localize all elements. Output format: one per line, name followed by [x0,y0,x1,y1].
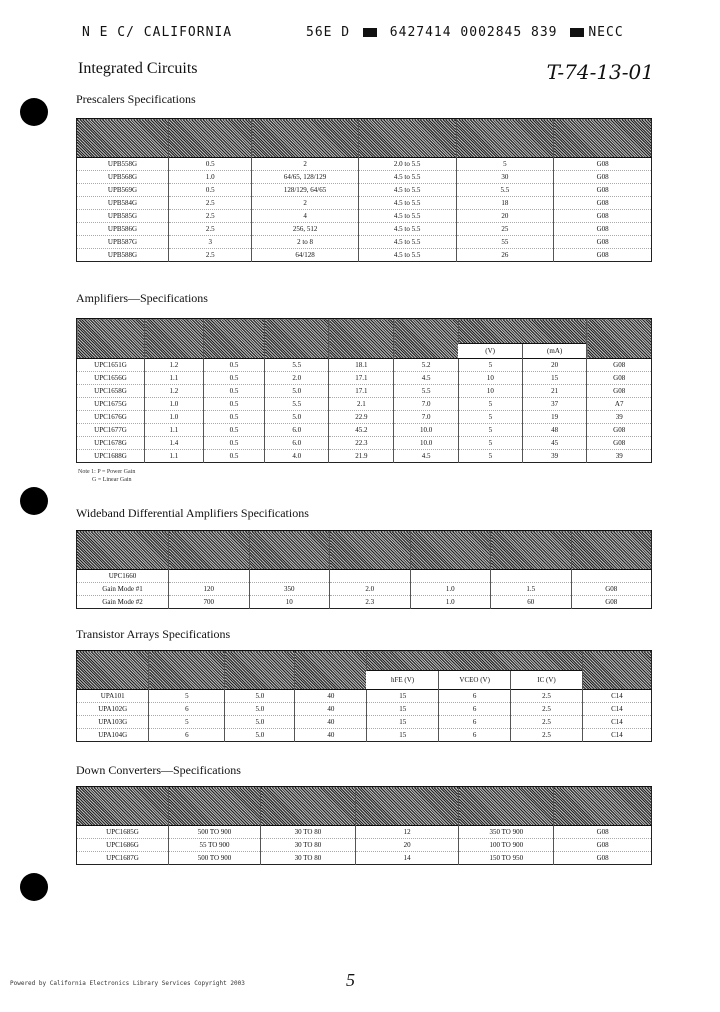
table-cell: 4.5 to 5.5 [358,210,456,223]
table-cell: 40 [295,703,367,716]
table-cell: 500 TO 900 [169,852,261,865]
table-cell: 17.1 [329,372,394,385]
table-cell: 5.5 [456,184,554,197]
part-number-cell: UPB558G [77,158,169,171]
table-cell: 5.0 [225,690,295,703]
table-cell: 350 [249,583,330,596]
table-cell: A7 [587,398,652,411]
table-cell: 22.9 [329,411,394,424]
table-cell: G08 [554,171,652,184]
table-cell: 6 [149,729,225,742]
redaction-block-icon [363,28,377,37]
table-row [77,184,652,197]
table-cell: 1.0 [145,398,204,411]
table-cell: 20 [456,210,554,223]
table-cell: 15 [367,703,439,716]
table-cell: 4.5 to 5.5 [358,171,456,184]
part-number-cell: UPC1660 [77,570,169,583]
table-cell [571,570,652,583]
table-cell: G08 [554,852,652,865]
table-cell: 5.0 [225,729,295,742]
prescalers-table [76,118,652,262]
table-cell: 0.5 [203,450,265,463]
table-cell: 22.3 [329,437,394,450]
table-cell: G08 [554,223,652,236]
table-row [77,729,652,742]
table-cell: 1.2 [145,385,204,398]
table-cell: 15 [367,690,439,703]
table-cell: 1.1 [145,424,204,437]
table-cell: 40 [295,729,367,742]
reference-number: T-74-13-01 [546,60,654,84]
part-number-cell: UPB586G [77,223,169,236]
note-line: Note 1: P = Power Gain [78,469,136,475]
table-cell [249,570,330,583]
table-cell: 1.0 [410,596,491,609]
part-number-cell: UPB587G [77,236,169,249]
table-cell: 0.5 [203,359,265,372]
table-cell: 7.0 [394,398,459,411]
table-row [77,716,652,729]
table-cell: 10 [458,385,522,398]
table-row [77,450,652,463]
table-cell: 5 [458,398,522,411]
part-number-cell: UPC1676G [77,411,145,424]
table-row [77,210,652,223]
table-cell: 1.0 [410,583,491,596]
table-cell: 1.1 [145,450,204,463]
table-cell: 0.5 [169,184,252,197]
part-number-cell: Gain Mode #2 [77,596,169,609]
part-number-cell: UPA101 [77,690,149,703]
table-cell: C14 [582,729,651,742]
part-number-cell: UPC1688G [77,450,145,463]
table-cell: G08 [571,596,652,609]
table-cell: 5 [456,158,554,171]
table-cell: 5 [458,437,522,450]
table-row [77,385,652,398]
table-cell: G08 [554,826,652,839]
table-cell: 4.5 [394,372,459,385]
table-cell: 5 [149,716,225,729]
part-number-cell: Gain Mode #1 [77,583,169,596]
table-cell: 0.5 [203,424,265,437]
table-cell: G08 [554,839,652,852]
table-row [77,583,652,596]
amp-sub-header-ma: (mA) [522,344,587,359]
binder-hole-1 [20,98,48,126]
table-cell: 2.5 [169,249,252,262]
table-cell: 2 to 8 [252,236,358,249]
page-title: Integrated Circuits [78,60,198,77]
table-cell: 6 [149,703,225,716]
part-number-cell: UPA103G [77,716,149,729]
table-cell: 6 [439,690,511,703]
table-cell: 0.5 [203,372,265,385]
table-cell: 45.2 [329,424,394,437]
table-cell [330,570,411,583]
table-cell: 30 TO 80 [261,826,356,839]
table-cell: 25 [456,223,554,236]
table-cell: G08 [587,385,652,398]
part-number-cell: UPC1677G [77,424,145,437]
table-cell: 55 TO 900 [169,839,261,852]
amp-sub-header-v: (V) [458,344,522,359]
table-cell: C14 [582,716,651,729]
table-cell: 4.5 [394,450,459,463]
header-company: N E C/ CALIFORNIA [82,25,233,40]
part-number-cell: UPA104G [77,729,149,742]
table-cell: G08 [554,158,652,171]
part-number-cell: UPC1656G [77,372,145,385]
part-number-cell: UPB584G [77,197,169,210]
header-code-3: NECC [588,25,624,40]
table-cell: 4.5 to 5.5 [358,197,456,210]
table-cell: 39 [522,450,587,463]
table-cell: 2.0 to 5.5 [358,158,456,171]
table-cell: 45 [522,437,587,450]
table-cell: 2.1 [329,398,394,411]
table-cell: 2 [252,197,358,210]
part-number-cell: UPC1675G [77,398,145,411]
table-row [77,158,652,171]
down-converters-table [76,786,652,865]
binder-hole-3 [20,873,48,901]
table-cell: 5 [458,424,522,437]
table-cell: 5.5 [265,359,329,372]
table-cell: 18.1 [329,359,394,372]
table-cell: 30 TO 80 [261,839,356,852]
amplifiers-table [76,318,652,463]
table-cell: 0.5 [203,437,265,450]
table-cell: 2.5 [169,223,252,236]
section-title-prescalers: Prescalers Specifications [76,92,196,106]
table-cell: 5.0 [265,385,329,398]
table-row [77,437,652,450]
section-title-wideband: Wideband Differential Amplifiers Specifications [76,506,309,520]
table-cell: 18 [456,197,554,210]
table-cell: 500 TO 900 [169,826,261,839]
table-cell: 700 [169,596,250,609]
table-cell: 5.0 [225,716,295,729]
table-cell: G08 [587,424,652,437]
note-line: G = Linear Gain [92,477,132,483]
table-cell: 0.5 [203,411,265,424]
table-cell: G08 [587,437,652,450]
table-cell: 40 [295,690,367,703]
table-cell: 2.5 [169,210,252,223]
table-row [77,690,652,703]
table-cell: 15 [522,372,587,385]
page-number: 5 [346,970,355,990]
table-cell: 2.0 [330,583,411,596]
table-cell: 30 TO 80 [261,852,356,865]
table-cell: 6 [439,729,511,742]
table-cell: 0.5 [169,158,252,171]
table-cell: 30 [456,171,554,184]
table-cell [410,570,491,583]
table-cell: 5.0 [265,411,329,424]
header-code-1: 56E D [306,25,351,40]
footer-copyright: Powered by California Electronics Library Services Copyright 2003 [10,980,245,987]
table-row [77,570,652,583]
table-cell: 21 [522,385,587,398]
table-cell: G08 [554,197,652,210]
part-number-cell: UPC1658G [77,385,145,398]
amplifier-notes [78,468,135,484]
table-cell: 20 [355,839,459,852]
table-cell [491,570,572,583]
table-cell: 2.5 [511,729,583,742]
table-cell: 2.5 [511,690,583,703]
table-cell: 14 [355,852,459,865]
table-row [77,236,652,249]
redaction-block-icon [570,28,584,37]
table-cell: 4.0 [265,450,329,463]
table-cell: 6 [439,716,511,729]
table-cell: 26 [456,249,554,262]
table-cell: 256, 512 [252,223,358,236]
table-cell: 5.0 [225,703,295,716]
table-cell: 6 [439,703,511,716]
table-row [77,223,652,236]
table-row [77,197,652,210]
table-cell: 4 [252,210,358,223]
table-cell: 40 [295,716,367,729]
part-number-cell: UPA102G [77,703,149,716]
table-cell: 6.0 [265,437,329,450]
table-cell: 128/129, 64/65 [252,184,358,197]
table-cell: 12 [355,826,459,839]
section-title-transistor-arrays: Transistor Arrays Specifications [76,627,231,641]
table-cell: 17.1 [329,385,394,398]
table-cell: 39 [587,411,652,424]
table-cell: 60 [491,596,572,609]
table-cell: 5 [149,690,225,703]
part-number-cell: UPB568G [77,171,169,184]
ta-sub-header-ic: IC (V) [511,670,583,690]
table-cell: 10.0 [394,424,459,437]
table-row [77,852,652,865]
table-cell: 19 [522,411,587,424]
table-cell: 64/128 [252,249,358,262]
table-cell: 64/65, 128/129 [252,171,358,184]
table-cell: 0.5 [203,398,265,411]
header-code [306,25,624,40]
table-cell: 1.1 [145,372,204,385]
table-row [77,826,652,839]
table-cell: G08 [587,359,652,372]
table-cell: 150 TO 950 [459,852,554,865]
table-cell: 4.5 to 5.5 [358,184,456,197]
ta-sub-header-vceo: VCEO (V) [439,670,511,690]
table-cell: 5.2 [394,359,459,372]
part-number-cell: UPC1686G [77,839,169,852]
part-number-cell: UPC1678G [77,437,145,450]
table-cell: 10.0 [394,437,459,450]
part-number-cell: UPC1687G [77,852,169,865]
table-cell: 4.5 to 5.5 [358,236,456,249]
binder-hole-2 [20,487,48,515]
table-cell [169,570,250,583]
table-cell: 15 [367,716,439,729]
table-cell: G08 [571,583,652,596]
table-cell: 5 [458,411,522,424]
section-title-amplifiers: Amplifiers—Specifications [76,291,208,305]
table-cell: 55 [456,236,554,249]
table-cell: 5 [458,359,522,372]
table-cell: 1.4 [145,437,204,450]
table-cell: 0.5 [203,385,265,398]
table-cell: 120 [169,583,250,596]
table-cell: 350 TO 900 [459,826,554,839]
table-cell: 10 [249,596,330,609]
table-cell: C14 [582,703,651,716]
table-cell: C14 [582,690,651,703]
table-row [77,359,652,372]
table-cell: G08 [587,372,652,385]
table-cell: 2.5 [169,197,252,210]
table-row [77,398,652,411]
table-cell: 20 [522,359,587,372]
table-row [77,596,652,609]
table-cell: 1.5 [491,583,572,596]
table-cell: 6.0 [265,424,329,437]
table-cell: 1.0 [169,171,252,184]
table-cell: 2.0 [265,372,329,385]
wideband-table [76,530,652,609]
part-number-cell: UPB569G [77,184,169,197]
table-row [77,411,652,424]
table-row [77,372,652,385]
table-cell: 39 [587,450,652,463]
table-cell: 4.5 to 5.5 [358,223,456,236]
table-cell: 2.5 [511,703,583,716]
section-title-down-converters: Down Converters—Specifications [76,763,241,777]
table-cell: 1.2 [145,359,204,372]
table-cell: 5 [458,450,522,463]
table-cell: 5.5 [394,385,459,398]
table-cell: 2 [252,158,358,171]
table-cell: 21.9 [329,450,394,463]
table-cell: 15 [367,729,439,742]
transistor-arrays-table [76,650,652,742]
table-row [77,839,652,852]
part-number-cell: UPB588G [77,249,169,262]
table-cell: 3 [169,236,252,249]
part-number-cell: UPB585G [77,210,169,223]
table-cell: G08 [554,184,652,197]
table-cell: 7.0 [394,411,459,424]
table-cell: 2.5 [511,716,583,729]
table-cell: 48 [522,424,587,437]
table-cell: G08 [554,210,652,223]
part-number-cell: UPC1685G [77,826,169,839]
table-cell: 1.0 [145,411,204,424]
ta-sub-header-hfe: hFE (V) [367,670,439,690]
table-cell: 5.5 [265,398,329,411]
table-row [77,171,652,184]
table-row [77,424,652,437]
header-code-2: 6427414 0002845 839 [389,25,558,40]
table-cell: G08 [554,249,652,262]
table-row [77,703,652,716]
table-cell: 4.5 to 5.5 [358,249,456,262]
part-number-cell: UPC1651G [77,359,145,372]
table-cell: 10 [458,372,522,385]
table-cell: G08 [554,236,652,249]
table-cell: 100 TO 900 [459,839,554,852]
table-cell: 37 [522,398,587,411]
table-row [77,249,652,262]
table-cell: 2.3 [330,596,411,609]
